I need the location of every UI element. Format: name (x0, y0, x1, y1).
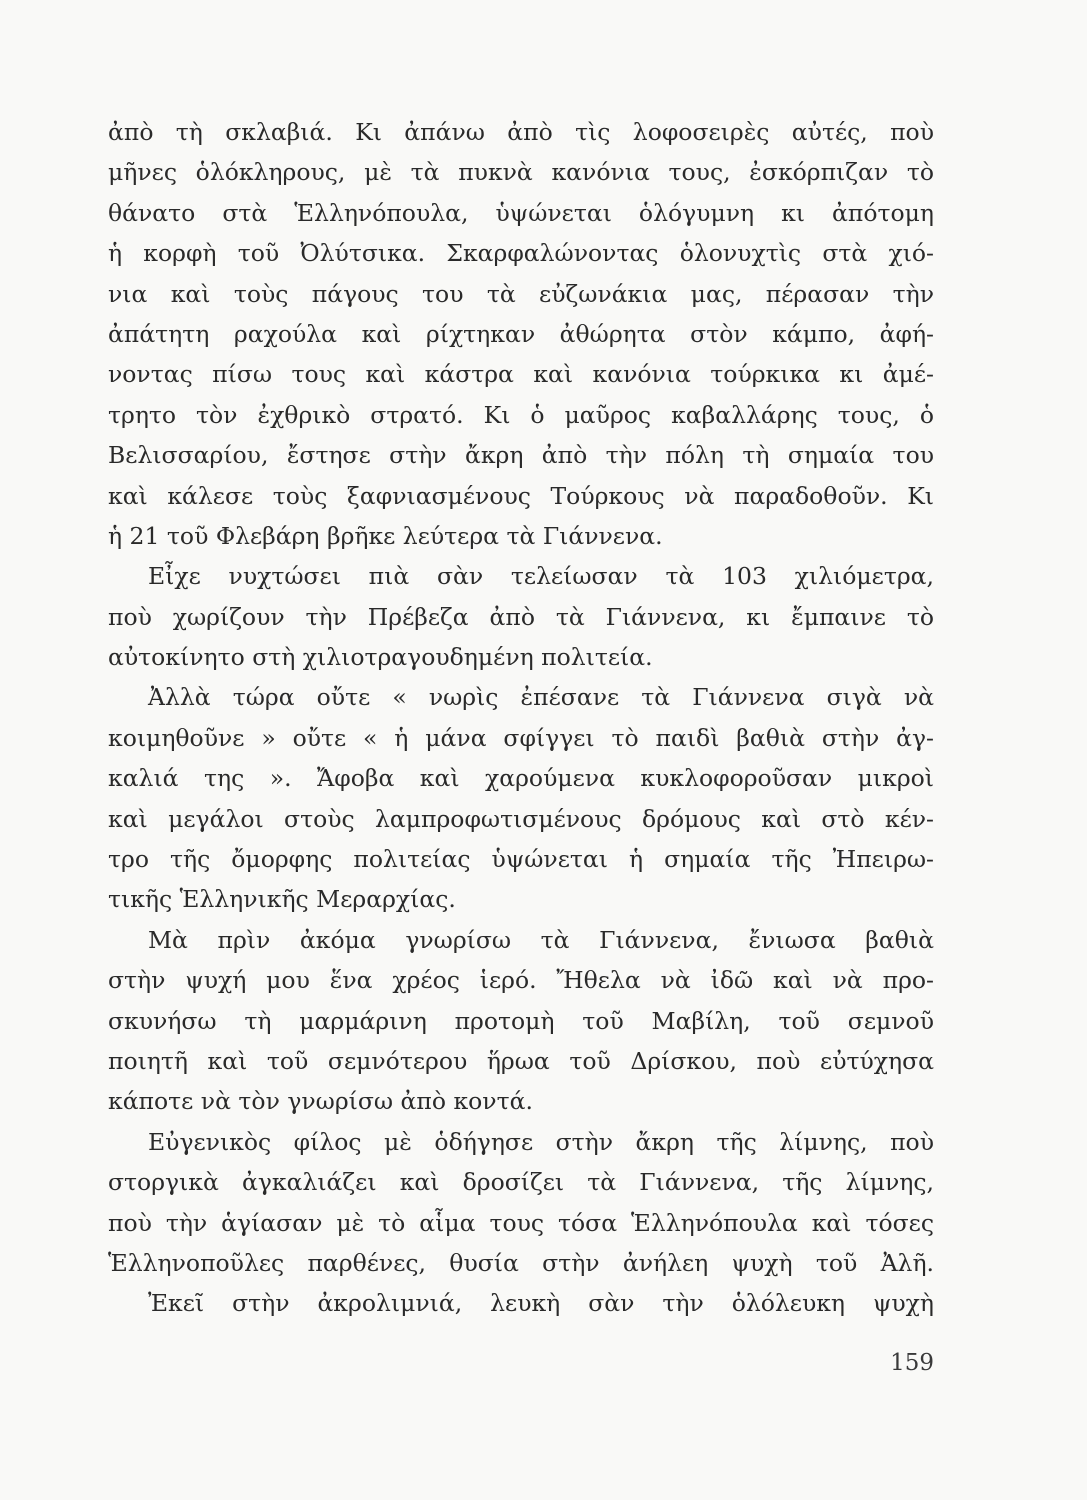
text-line: καλιά της ». Ἄφοβα καὶ χαρούμενα κυκλοφοροῦσαν μικροὶ (108, 764, 934, 793)
text-line: ἡ 21 τοῦ Φλεβάρη βρῆκε λεύτερα τὰ Γιάννενα. (108, 521, 663, 550)
text-line: Ἐκεῖ στὴν ἀκρολιμνιά, λευκὴ σὰν τὴν ὁλόλευκη ψυχὴ (148, 1289, 934, 1318)
text-line: στοργικὰ ἀγκαλιάζει καὶ δροσίζει τὰ Γιάννενα, τῆς λίμνης, (108, 1168, 934, 1197)
text-line: ἀπάτητη ραχούλα καὶ ρίχτηκαν ἀθώρητα στὸν κάμπο, ἀφή- (108, 319, 934, 348)
text-line: τικῆς Ἑλληνικῆς Μεραρχίας. (108, 885, 456, 914)
text-line: καὶ μεγάλοι στοὺς λαμπροφωτισμένους δρόμους καὶ στὸ κέν- (108, 804, 934, 833)
text-line: στὴν ψυχή μου ἕνα χρέος ἱερό. Ἤθελα νὰ ἰδῶ καὶ νὰ προ- (108, 966, 934, 995)
text-line: Ἀλλὰ τώρα οὔτε « νωρὶς ἐπέσανε τὰ Γιάννενα σιγὰ νὰ (148, 683, 934, 712)
text-line: μῆνες ὁλόκληρους, μὲ τὰ πυκνὰ κανόνια τους, ἐσκόρπιζαν τὸ (108, 158, 934, 187)
text-line: ἀπὸ τὴ σκλαβιά. Κι ἀπάνω ἀπὸ τὶς λοφοσειρὲς αὐτές, ποὺ (108, 118, 934, 146)
text-line: τρητο τὸν ἐχθρικὸ στρατό. Κι ὁ μαῦρος καβαλλάρης τους, ὁ (108, 400, 934, 429)
page-number: 159 (890, 1350, 934, 1376)
text-line: ποιητῆ καὶ τοῦ σεμνότερου ἥρωα τοῦ Δρίσκου, ποὺ εὐτύχησα (108, 1046, 934, 1075)
text-line: ποὺ χωρίζουν τὴν Πρέβεζα ἀπὸ τὰ Γιάννενα, κι ἔμπαινε τὸ (108, 602, 934, 631)
text-line: νια καὶ τοὺς πάγους του τὰ εὐζωνάκια μας, πέρασαν τὴν (108, 279, 934, 308)
text-line: ποὺ τὴν ἁγίασαν μὲ τὸ αἷμα τους τόσα Ἑλληνόπουλα καὶ τόσες (108, 1208, 934, 1237)
text-line: αὐτοκίνητο στὴ χιλιοτραγουδημένη πολιτεία. (108, 643, 653, 672)
text-line: καὶ κάλεσε τοὺς ξαφνιασμένους Τούρκους νὰ παραδοθοῦν. Κι (108, 481, 934, 510)
text-line: θάνατο στὰ Ἑλληνόπουλα, ὑψώνεται ὁλόγυμνη κι ἀπότομη (108, 198, 934, 227)
text-line: νοντας πίσω τους καὶ κάστρα καὶ κανόνια τούρκικα κι ἀμέ- (108, 360, 934, 389)
text-line: Εἶχε νυχτώσει πιὰ σὰν τελείωσαν τὰ 103 χιλιόμετρα, (148, 562, 934, 591)
text-line: κοιμηθοῦνε » οὔτε « ἡ μάνα σφίγγει τὸ παιδὶ βαθιὰ στὴν ἀγ- (108, 723, 934, 752)
text-line: ἡ κορφὴ τοῦ Ὀλύτσικα. Σκαρφαλώνοντας ὁλονυχτὶς στὰ χιό- (108, 239, 934, 268)
text-line: Μὰ πρὶν ἀκόμα γνωρίσω τὰ Γιάννενα, ἔνιωσα βαθιὰ (148, 925, 934, 954)
text-line: Ἑλληνοποῦλες παρθένες, θυσία στὴν ἀνήλεη ψυχὴ τοῦ Ἀλῆ. (108, 1248, 934, 1277)
text-line: Βελισσαρίου, ἔστησε στὴν ἄκρη ἀπὸ τὴν πόλη τὴ σημαία του (108, 441, 934, 470)
text-line: σκυνήσω τὴ μαρμάρινη προτομὴ τοῦ Μαβίλη, τοῦ σεμνοῦ (108, 1006, 934, 1035)
text-line: τρο τῆς ὄμορφης πολιτείας ὑψώνεται ἡ σημαία τῆς Ἠπειρω- (108, 845, 934, 874)
body-text (108, 112, 934, 1324)
text-line: κάποτε νὰ τὸν γνωρίσω ἀπὸ κοντά. (108, 1087, 533, 1116)
text-line: Εὐγενικὸς φίλος μὲ ὁδήγησε στὴν ἄκρη τῆς λίμνης, ποὺ (148, 1127, 934, 1156)
